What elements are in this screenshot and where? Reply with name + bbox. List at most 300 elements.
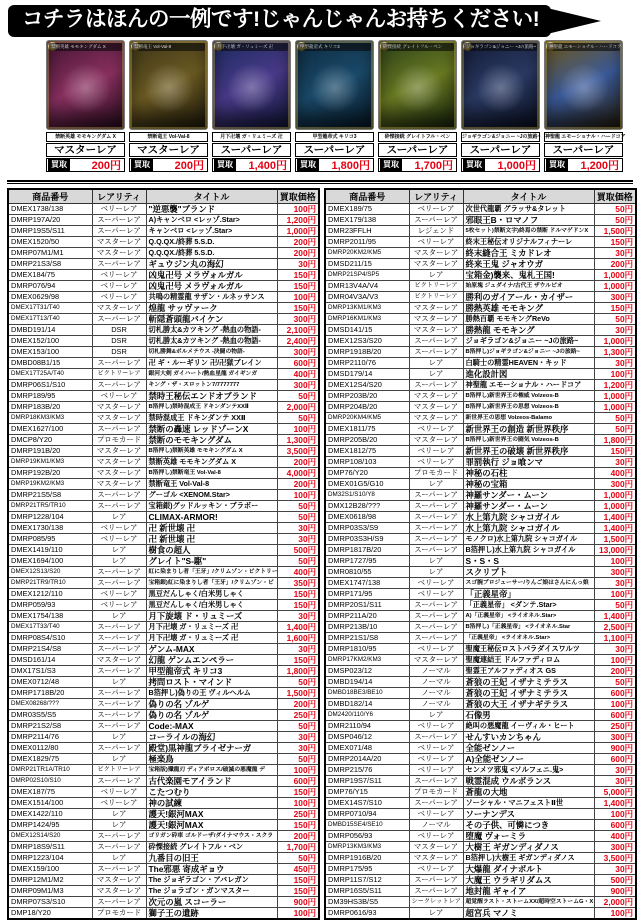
cell-code: DM39HS3B/S5 bbox=[325, 896, 409, 907]
cell-price: 30円 bbox=[594, 456, 636, 467]
table-row bbox=[8, 885, 319, 896]
cell-code: DMEX071/48 bbox=[325, 742, 409, 753]
table-row bbox=[325, 577, 636, 588]
cell-title: モノクロ)水上第九院 シャコガイル bbox=[463, 533, 594, 544]
table-row bbox=[325, 522, 636, 533]
cell-title: 進化設計図 bbox=[463, 368, 594, 379]
cell-rarity: ベリーレア bbox=[409, 577, 463, 588]
cell-rarity: スーパーレア bbox=[409, 335, 463, 346]
cell-rarity: プロモカード bbox=[92, 434, 146, 445]
cell-code: DMRP085/95 bbox=[8, 533, 92, 544]
cell-code: DMBD191/14 bbox=[8, 324, 92, 335]
table-row bbox=[8, 775, 319, 786]
card-artwork bbox=[378, 40, 457, 130]
cell-rarity: マスターレア bbox=[409, 390, 463, 401]
cell-rarity: スーパーレア bbox=[92, 698, 146, 709]
cell-title: 禁時王秘伝エンドオブランド bbox=[146, 390, 277, 401]
cell-code: DMRP08S4/S10 bbox=[8, 632, 92, 643]
table-row bbox=[8, 797, 319, 808]
cell-code: DMEX1422/110 bbox=[8, 808, 92, 819]
cell-code: DMRP11S7/S12 bbox=[325, 874, 409, 885]
cell-rarity: ベリーレア bbox=[409, 742, 463, 753]
cell-title: 宝箱版)殲龍刃 ディアボロス/破滅の悪魔龍 デ bbox=[146, 764, 277, 775]
cell-rarity: スーパーレア bbox=[409, 775, 463, 786]
cell-title: 始原塊 ジュダイナ/古代王 ザウルピオ bbox=[463, 280, 594, 291]
foil-glow bbox=[61, 63, 111, 113]
buy-chip: 買取 bbox=[297, 159, 319, 171]
table-header-row bbox=[8, 189, 319, 204]
cell-code: DMEX159/100 bbox=[8, 863, 92, 874]
cell-price: 30円 bbox=[277, 533, 319, 544]
cell-title: 甲型龍帝式 キリコ3 bbox=[146, 665, 277, 676]
cell-code: DMEX12S4/S20 bbox=[325, 379, 409, 390]
cell-title: コーライルの海幻 bbox=[146, 731, 277, 742]
cell-price: 100円 bbox=[594, 907, 636, 919]
cell-price: 500円 bbox=[594, 874, 636, 885]
table-row bbox=[8, 764, 319, 775]
table-row bbox=[8, 313, 319, 324]
cell-rarity: DSR bbox=[92, 346, 146, 357]
cell-price: 500円 bbox=[277, 544, 319, 555]
card-artwork bbox=[129, 40, 208, 130]
cell-price: 900円 bbox=[277, 896, 319, 907]
cell-price: 200円 bbox=[277, 456, 319, 467]
table-row bbox=[8, 357, 319, 368]
cell-rarity: ベリーレア bbox=[409, 456, 463, 467]
cell-code: DMX17S1/S3 bbox=[8, 665, 92, 676]
cell-code: DMEX12S13/S20 bbox=[8, 566, 92, 577]
cell-rarity: スーパーレア bbox=[409, 797, 463, 808]
cell-rarity: ベリーレア bbox=[409, 236, 463, 247]
cell-rarity: マスターレア bbox=[409, 401, 463, 412]
cell-rarity: マスターレア bbox=[92, 874, 146, 885]
buy-chip: 買取 bbox=[546, 159, 568, 171]
cell-title: 「正義星帝」 <ダンテ.Star> bbox=[463, 599, 594, 610]
table-row bbox=[8, 379, 319, 390]
cell-rarity: シークレットレア bbox=[409, 896, 463, 907]
cell-price: 150円 bbox=[594, 302, 636, 313]
cell-title: 殿堂)黒神龍ブライゼナーガ bbox=[146, 742, 277, 753]
cell-price: 300円 bbox=[594, 566, 636, 577]
cell-price: 250円 bbox=[594, 720, 636, 731]
cell-title: スクリプト bbox=[463, 566, 594, 577]
cell-price: 1,500円 bbox=[594, 225, 636, 236]
cell-code: DMRP12M1/M2 bbox=[8, 874, 92, 885]
cell-price: 1,200円 bbox=[594, 379, 636, 390]
table-row bbox=[8, 610, 319, 621]
cell-title: 水上第九院 シャコガイル bbox=[463, 511, 594, 522]
table-row bbox=[325, 841, 636, 852]
card-artwork bbox=[212, 40, 291, 130]
cell-code: DMRP03S3/S9 bbox=[325, 522, 409, 533]
cell-rarity: ベリーレア bbox=[92, 522, 146, 533]
cell-rarity: ビクトリーレア bbox=[92, 764, 146, 775]
cell-rarity: レア bbox=[409, 357, 463, 368]
cell-price: 100円 bbox=[277, 764, 319, 775]
cell-price: 150円 bbox=[277, 786, 319, 797]
cell-code: DMRP1918B/20 bbox=[325, 346, 409, 357]
cell-title: 切札勝太&カツキング -熱血の物語- bbox=[146, 335, 277, 346]
cell-price: 100円 bbox=[594, 808, 636, 819]
cell-price: 3,500円 bbox=[277, 445, 319, 456]
cell-price: 600円 bbox=[594, 753, 636, 764]
cell-title: B箔押し)禁時混成王 ドキンダンテXXⅡ bbox=[146, 401, 277, 412]
cell-title: 大魔王 ウラギリダムス bbox=[463, 874, 594, 885]
cell-title: 勝利のガイアール・カイザー bbox=[463, 291, 594, 302]
card-name-label: 禁断英雄 モモキングダム X bbox=[46, 132, 125, 142]
cell-rarity: レア bbox=[92, 610, 146, 621]
table-row bbox=[8, 676, 319, 687]
cell-price: 30円 bbox=[594, 577, 636, 588]
table-row bbox=[8, 467, 319, 478]
cell-price: 150円 bbox=[277, 599, 319, 610]
cell-title: B箔押し)ジョギラゴン&ジョニー ~Jの旅路~ bbox=[463, 346, 594, 357]
table-row bbox=[325, 390, 636, 401]
buy-chip: 買取 bbox=[380, 159, 402, 171]
cell-code: DMEX1694/100 bbox=[8, 555, 92, 566]
cell-price: 100円 bbox=[594, 698, 636, 709]
cell-title: その子供、可憐につき bbox=[463, 819, 594, 830]
table-row bbox=[325, 808, 636, 819]
cell-code: DMRP19S7/S11 bbox=[325, 775, 409, 786]
price-value: 200円 bbox=[91, 159, 121, 172]
table-row bbox=[8, 555, 319, 566]
cell-price: 30円 bbox=[594, 775, 636, 786]
cell-code: DMSD161/14 bbox=[8, 654, 92, 665]
cell-code: DMRP18S9/S11 bbox=[8, 841, 92, 852]
cell-price: 1,100円 bbox=[594, 632, 636, 643]
table-row bbox=[8, 852, 319, 863]
cell-code: DMRP16S5/S11 bbox=[325, 885, 409, 896]
cell-title: グレイト"S-駆" bbox=[146, 555, 277, 566]
cell-title: 超宮兵 マノミ bbox=[463, 907, 594, 919]
cell-rarity: スーパーレア bbox=[92, 742, 146, 753]
cell-rarity: スーパーレア bbox=[409, 885, 463, 896]
table-row bbox=[8, 698, 319, 709]
cell-rarity: マスターレア bbox=[409, 434, 463, 445]
cell-price: 100円 bbox=[277, 423, 319, 434]
cell-rarity: スーパーレア bbox=[92, 500, 146, 511]
cell-title: 全能ゼンノー bbox=[463, 742, 594, 753]
cell-code: DMEX187/75 bbox=[8, 786, 92, 797]
cell-code: DMEX0112/80 bbox=[8, 742, 92, 753]
table-row bbox=[325, 731, 636, 742]
cell-title: せんすいカンちゃん bbox=[463, 731, 594, 742]
cell-title: 石像男 bbox=[463, 709, 594, 720]
cell-price: 100円 bbox=[277, 489, 319, 500]
table-row bbox=[8, 665, 319, 676]
cell-code: DMEX189/75 bbox=[325, 203, 409, 214]
cell-price: 300円 bbox=[594, 731, 636, 742]
cell-title: ゴリガン砕車 ゴルドーザ/ダイナマウス・スクラ bbox=[146, 830, 277, 841]
cell-code: DMRP21TR1A/TR10 bbox=[8, 764, 92, 775]
cell-rarity: レア bbox=[92, 731, 146, 742]
cell-code: DMRP16KM1/KM3 bbox=[325, 313, 409, 324]
cell-price: 50円 bbox=[277, 390, 319, 401]
card-buy-price bbox=[461, 158, 540, 172]
cell-rarity: スーパーレア bbox=[92, 258, 146, 269]
cell-title: 宝箱銀)紅に染まりし者「王牙」/クリムゾン・ビ bbox=[146, 577, 277, 588]
cell-title: 拷問ロスト・マインド bbox=[146, 676, 277, 687]
cell-price: 50円 bbox=[277, 852, 319, 863]
table-row bbox=[8, 742, 319, 753]
cell-rarity: ベリーレア bbox=[92, 797, 146, 808]
cell-rarity: スーパーレア bbox=[92, 775, 146, 786]
cell-price: 50円 bbox=[594, 599, 636, 610]
cell-rarity: プロモカード bbox=[409, 467, 463, 478]
cell-code: DMR13V4A/V4 bbox=[325, 280, 409, 291]
cell-price: 350円 bbox=[277, 577, 319, 588]
cell-rarity: ベリーレア bbox=[409, 753, 463, 764]
table-row bbox=[325, 456, 636, 467]
cell-title: 邪眼王B・ロマノフ bbox=[463, 214, 594, 225]
cell-price: 30円 bbox=[594, 357, 636, 368]
table-row bbox=[8, 687, 319, 698]
cell-title: スゴ腕プロジューサー/りんご娘はさんにんっ娘 bbox=[463, 577, 594, 588]
table-row bbox=[8, 280, 319, 291]
cell-rarity: スーパーレア bbox=[409, 599, 463, 610]
cell-code: DMEX12S14/S20 bbox=[8, 830, 92, 841]
cell-title: 古代楽園モアイランド bbox=[146, 775, 277, 786]
table-row bbox=[325, 720, 636, 731]
cell-price: 200円 bbox=[277, 247, 319, 258]
cell-code: DMRP1817B/20 bbox=[325, 544, 409, 555]
cell-title: ギュウジン丸の海幻 bbox=[146, 258, 277, 269]
cell-price: 600円 bbox=[277, 357, 319, 368]
cell-price: 1,200円 bbox=[277, 214, 319, 225]
cell-title: A)「正義星帝」 <ライオネル.Star> bbox=[463, 610, 594, 621]
cell-code: DMEX0712/48 bbox=[8, 676, 92, 687]
cell-title: Q.Q.QX./終葬 5.S.D. bbox=[146, 236, 277, 247]
table-row bbox=[8, 786, 319, 797]
cell-code: DMRP20S1/S11 bbox=[325, 599, 409, 610]
cell-title: 禁断の轟速 レッドゾーンX bbox=[146, 423, 277, 434]
cell-rarity: レア bbox=[92, 808, 146, 819]
cell-code: DMP76/Y20 bbox=[325, 467, 409, 478]
cell-price: 1,500円 bbox=[277, 687, 319, 698]
cell-rarity: スーパーレア bbox=[92, 863, 146, 874]
cell-price: 150円 bbox=[277, 588, 319, 599]
cell-code: DMRP03S3H/S9 bbox=[325, 533, 409, 544]
cell-title: 護天!銀河MAX bbox=[146, 808, 277, 819]
table-row bbox=[325, 236, 636, 247]
cell-title: 共鳴の精霊龍 サザン・ルネッサンス bbox=[146, 291, 277, 302]
table-row bbox=[325, 896, 636, 907]
cell-rarity: スーパーレア bbox=[92, 423, 146, 434]
cell-rarity: スーパーレア bbox=[92, 214, 146, 225]
cell-rarity: スーパーレア bbox=[92, 621, 146, 632]
table-row bbox=[8, 896, 319, 907]
cell-title: 黒豆だんしゃく/白米男しゃく bbox=[146, 599, 277, 610]
buy-chip: 買取 bbox=[131, 159, 153, 171]
cell-price: 30円 bbox=[277, 522, 319, 533]
cell-rarity: スーパーレア bbox=[92, 489, 146, 500]
cell-price: 600円 bbox=[594, 687, 636, 698]
cell-title: B箔押し)新世界王の思想 Volzeos-B bbox=[463, 401, 594, 412]
cell-price: 150円 bbox=[277, 302, 319, 313]
card-art-title: 禁断英雄 モモキングダム X bbox=[49, 43, 122, 51]
cell-rarity: DSR bbox=[92, 324, 146, 335]
table-row bbox=[325, 445, 636, 456]
cell-rarity: レア bbox=[409, 478, 463, 489]
cell-code: DMEX1514/100 bbox=[8, 797, 92, 808]
cell-rarity: マスターレア bbox=[92, 654, 146, 665]
cell-rarity: スーパーレア bbox=[92, 720, 146, 731]
cell-title: 護天!銀河MAX bbox=[146, 819, 277, 830]
cell-title: 罪罰執行 ジョ喰ンマ bbox=[463, 456, 594, 467]
table-row bbox=[325, 478, 636, 489]
cell-price: 100円 bbox=[277, 291, 319, 302]
cell-rarity: マスターレア bbox=[409, 412, 463, 423]
cell-price: 200円 bbox=[277, 698, 319, 709]
cell-rarity: スーパーレア bbox=[92, 577, 146, 588]
cell-code: DMRP20KM2/KM5 bbox=[325, 247, 409, 258]
cell-title: 凶鬼卍号 メラヴォルガル bbox=[146, 269, 277, 280]
cell-price: 600円 bbox=[594, 819, 636, 830]
cell-code: DMRP06S1/S10 bbox=[8, 379, 92, 390]
card-rarity-label: スーパーレア bbox=[461, 143, 540, 157]
cell-code: DMRP2014A/20 bbox=[325, 753, 409, 764]
cell-price: 200円 bbox=[277, 236, 319, 247]
cell-rarity: マスターレア bbox=[92, 247, 146, 258]
card-buy-price bbox=[46, 158, 125, 172]
foil-glow bbox=[227, 63, 277, 113]
cell-rarity: スーパーレア bbox=[409, 346, 463, 357]
cell-title: 卍 新世壊 卍 bbox=[146, 533, 277, 544]
cell-price: 150円 bbox=[277, 269, 319, 280]
card-name-label: 禁断竜王 Vol-Val-8 bbox=[129, 132, 208, 142]
cell-title: The ジョギラゴン・アバレガン bbox=[146, 874, 277, 885]
cell-code: DMRP0710/94 bbox=[325, 808, 409, 819]
cell-rarity: ベリーレア bbox=[409, 203, 463, 214]
table-row bbox=[8, 335, 319, 346]
table-row bbox=[8, 236, 319, 247]
cell-title: ソーシャル・マニフェストⅡ世 bbox=[463, 797, 594, 808]
table-row bbox=[325, 280, 636, 291]
cell-price: 200円 bbox=[277, 830, 319, 841]
cell-price: 50円 bbox=[594, 214, 636, 225]
cell-rarity: スーパーレア bbox=[92, 841, 146, 852]
cell-code: DMEX153/100 bbox=[8, 346, 92, 357]
cell-title: B箔押し)新世界王の権威 Volzeos-B bbox=[463, 390, 594, 401]
arrow-right-icon bbox=[543, 7, 601, 35]
cell-code: DMEX0618/98 bbox=[325, 511, 409, 522]
cell-price: 600円 bbox=[594, 709, 636, 720]
cell-title: 蒼狼の大王 イザナギテラス bbox=[463, 698, 594, 709]
table-row bbox=[325, 401, 636, 412]
cell-title: こたつむり bbox=[146, 786, 277, 797]
card-name-label: ジョギラゴン&ジョニー ~Jの旅路~ bbox=[462, 133, 541, 140]
cell-code: DMRP189/95 bbox=[8, 390, 92, 401]
table-row bbox=[325, 698, 636, 709]
table-row bbox=[8, 907, 319, 919]
cell-price: 100円 bbox=[594, 588, 636, 599]
cell-rarity: レア bbox=[409, 269, 463, 280]
card-rarity-label: マスターレア bbox=[46, 143, 125, 157]
cell-price: 1,000円 bbox=[594, 489, 636, 500]
cell-price: 150円 bbox=[594, 236, 636, 247]
header-buy-price: 買取価格 bbox=[594, 189, 636, 204]
card-name-label: 神聖龍 エモーショナル・ハードコア bbox=[545, 133, 626, 140]
table-row bbox=[325, 610, 636, 621]
cell-title: 大樹王 ギガンディダノス bbox=[463, 841, 594, 852]
cell-rarity: レア bbox=[92, 819, 146, 830]
table-row bbox=[325, 676, 636, 687]
table-row bbox=[8, 214, 319, 225]
header-buy-price: 買取価格 bbox=[277, 189, 319, 204]
cell-rarity: ベリーレア bbox=[92, 588, 146, 599]
cell-rarity: スーパーレア bbox=[92, 225, 146, 236]
cell-price: 30円 bbox=[594, 324, 636, 335]
cell-code: DMRP1424/95 bbox=[8, 819, 92, 830]
cell-price: 100円 bbox=[277, 907, 319, 919]
cell-code: DMRP213B/10 bbox=[325, 621, 409, 632]
table-row bbox=[325, 643, 636, 654]
price-value: 200円 bbox=[174, 159, 204, 172]
price-value: 1,000円 bbox=[497, 159, 536, 172]
table-row bbox=[8, 874, 319, 885]
cell-price: 400円 bbox=[277, 566, 319, 577]
cell-rarity: ベリーレア bbox=[409, 720, 463, 731]
card-3 bbox=[212, 40, 291, 172]
cell-title: CLIMAX-ARMOR! bbox=[146, 511, 277, 522]
cell-title: 偽りの名 ゾルゲ bbox=[146, 698, 277, 709]
cell-price: 100円 bbox=[594, 654, 636, 665]
table-row bbox=[8, 599, 319, 610]
cell-price: 1,400円 bbox=[594, 522, 636, 533]
cell-title: 樹食の超人 bbox=[146, 544, 277, 555]
cell-title: 勝熱龍 モモキング bbox=[463, 324, 594, 335]
cell-title: 終来王鬼 ジャオウガ bbox=[463, 258, 594, 269]
cell-rarity: ベリーレア bbox=[92, 269, 146, 280]
header-rarity: レアリティ bbox=[409, 189, 463, 204]
table-row bbox=[325, 500, 636, 511]
cell-rarity: スーパーレア bbox=[92, 313, 146, 324]
cell-rarity: ベリーレア bbox=[92, 786, 146, 797]
cell-rarity: スーパーレア bbox=[409, 511, 463, 522]
foil-glow bbox=[393, 63, 443, 113]
table-row bbox=[8, 390, 319, 401]
cell-rarity: スーパーレア bbox=[409, 544, 463, 555]
cell-rarity: ノーマル bbox=[409, 665, 463, 676]
cell-code: DMRP19KM2/KM3 bbox=[8, 478, 92, 489]
table-row bbox=[8, 709, 319, 720]
cell-price: 30円 bbox=[594, 764, 636, 775]
cell-price: 50円 bbox=[277, 511, 319, 522]
cell-title: ジョギラゴン&ジョニー ~Jの旅路~ bbox=[463, 335, 594, 346]
cell-price: 3,500円 bbox=[594, 852, 636, 863]
cell-code: DM2420/110/Y6 bbox=[325, 709, 409, 720]
cell-code: DMEX14S7/S10 bbox=[325, 797, 409, 808]
cell-rarity: スーパーレア bbox=[409, 500, 463, 511]
table-row bbox=[8, 291, 319, 302]
cell-price: 1,800円 bbox=[594, 434, 636, 445]
cell-code: DMRP175/95 bbox=[325, 863, 409, 874]
cell-title: センメツ邪鬼 <ソルフェニ.鬼> bbox=[463, 764, 594, 775]
cell-code: DMSP023/12 bbox=[325, 665, 409, 676]
cell-title: 幻龍 ゲンムエンペラー bbox=[146, 654, 277, 665]
banner-text: コチラはほんの一例です!じゃんじゃんお持ちください! bbox=[8, 5, 551, 37]
cell-title: 「正義星帝」 <ライオネル.Star> bbox=[463, 632, 594, 643]
cell-rarity: レア bbox=[409, 555, 463, 566]
cell-price: 2,000円 bbox=[277, 401, 319, 412]
cell-rarity: マスターレア bbox=[92, 412, 146, 423]
cell-price: 300円 bbox=[277, 313, 319, 324]
cell-title: 白騎士の精霊HEAVEN・キッド bbox=[463, 357, 594, 368]
table-row bbox=[325, 742, 636, 753]
table-row bbox=[325, 434, 636, 445]
cell-rarity: プロモカード bbox=[409, 786, 463, 797]
